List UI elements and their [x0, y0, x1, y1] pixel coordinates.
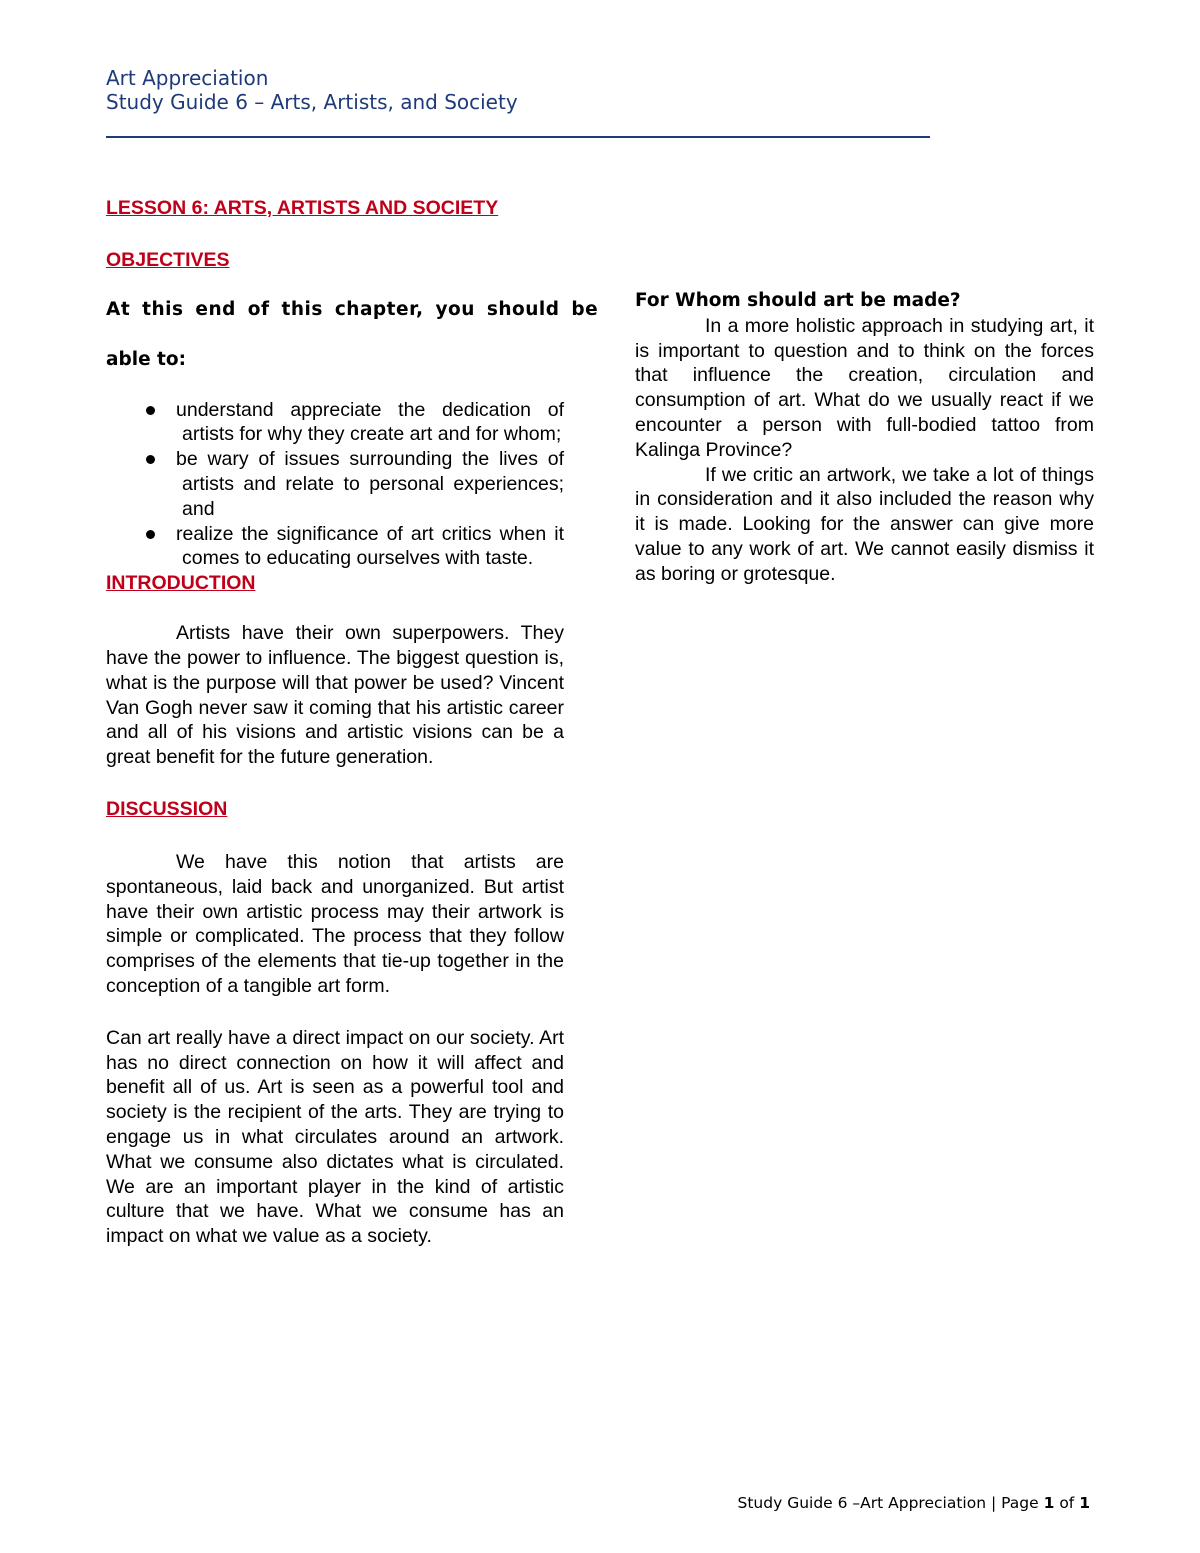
page-footer — [738, 1493, 1090, 1513]
footer-label: Study Guide 6 –Art Appreciation | — [737, 1494, 997, 1512]
introduction-heading: INTRODUCTION — [106, 572, 256, 595]
bullet-icon — [146, 406, 155, 415]
footer-page-word: Page — [1001, 1494, 1039, 1512]
right-column — [635, 289, 1094, 587]
header-divider — [106, 136, 930, 138]
study-guide-title: Study Guide 6 – Arts, Artists, and Society — [106, 90, 518, 114]
footer-of-word: of — [1059, 1494, 1075, 1512]
discussion-paragraph-1: We have this notion that artists are spontaneous, laid back and unorganized. But artist have their own artistic process may their artwork is simple or complicated. The process that they follow comprises of the elements that tie-up together in the conception of a tangible art form. — [106, 850, 564, 997]
objective-text: be wary of issues surrounding the lives of artists and relate to personal experiences; and — [176, 448, 564, 520]
lesson-title: LESSON 6: ARTS, ARTISTS AND SOCIETY — [106, 197, 499, 219]
discussion-heading: DISCUSSION — [106, 797, 228, 820]
list-item — [106, 447, 564, 521]
objectives-intro-line-2: able to: — [106, 348, 187, 370]
objective-text: realize the significance of art critics when it comes to educating ourselves with taste. — [176, 522, 564, 570]
section-heading: For Whom should art be made? — [635, 290, 961, 311]
discussion-paragraph-2: Can art really have a direct impact on our society. Art has no direct connection on how it will affect and benefit all of us. Art is seen as a powerful tool and society is the recipient of the arts. They are trying to engage us in what circulates around an artwork. What we consume also dictates what is circulated. We are an important player in the kind of artistic culture that we have. What we consume has an impact on what we value as a society. — [106, 1026, 564, 1248]
footer-page-total: 1 — [1079, 1494, 1090, 1512]
objectives-list — [106, 398, 564, 572]
right-paragraph-1: In a more holistic approach in studying art, it is important to question and to think on the forces that influence the creation, circulation and consumption of art. What do we usually react if we encounter a person with full-bodied tattoo from Kalinga Province? — [635, 314, 1094, 461]
objectives-heading: OBJECTIVES — [106, 249, 230, 271]
objectives-intro-line-1: At this end of this chapter, you should be — [106, 299, 599, 320]
list-item — [106, 522, 564, 572]
introduction-paragraph: Artists have their own superpowers. They have the power to influence. The biggest question is, what is the purpose will that power be used? Vincent Van Gogh never saw it coming that his artistic career and all of his visions and artistic visions can be a great benefit for the future generation. — [106, 622, 564, 769]
list-item — [106, 398, 564, 448]
right-paragraph-2: If we critic an artwork, we take a lot of things in consideration and it also included the reason why it is made. Looking for the answer can give more value to any work of art. We cannot easily dismiss it as boring or grotesque. — [635, 463, 1094, 585]
bullet-icon — [146, 530, 155, 539]
bullet-icon — [146, 455, 155, 464]
objective-text: understand appreciate the dedication of artists for why they create art and for whom; — [176, 398, 564, 446]
page-header — [106, 66, 930, 114]
footer-page-number: 1 — [1043, 1494, 1055, 1512]
left-column — [106, 196, 599, 1249]
course-title: Art Appreciation — [106, 66, 269, 90]
